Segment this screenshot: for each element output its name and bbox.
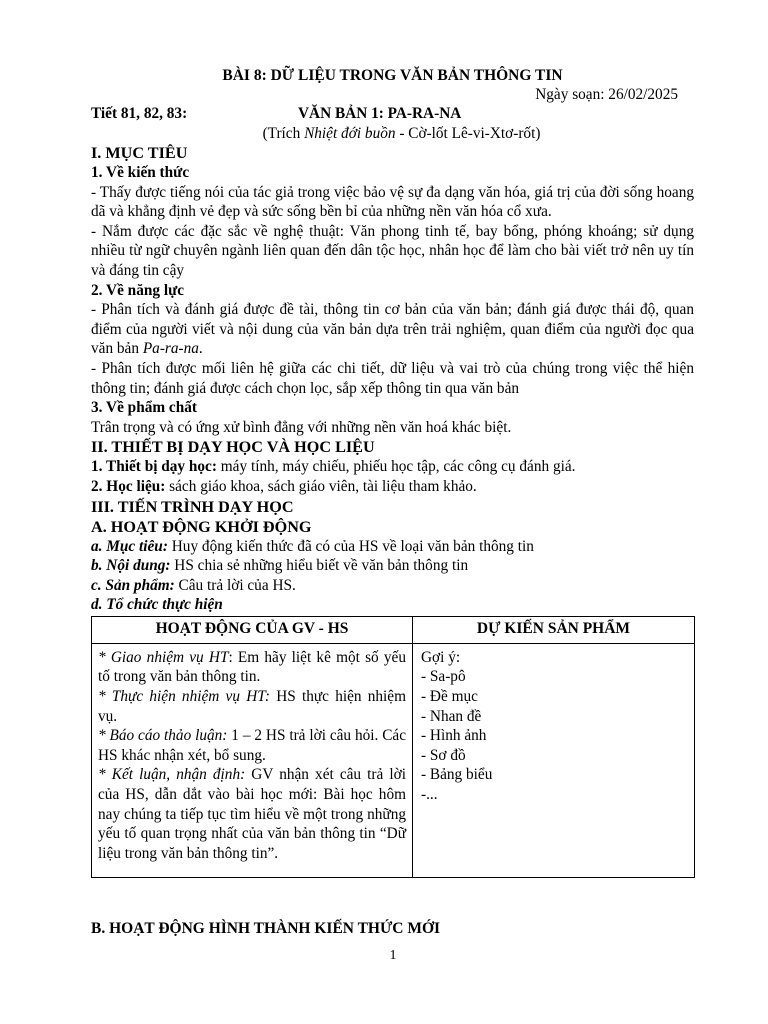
material-text: sách giáo khoa, sách giáo viên, tài liệu tham khảo.: [165, 477, 477, 495]
knowledge-paragraph-2: - Nắm được các đặc sắc về nghệ thuật: Văn phong tinh tế, bay bổng, phóng khoáng; sử dụng nhiều từ ngữ chuyên ngành liên quan đến dân tộc học, nhân học để làm cho bài viết trở nên uy tín và đáng tin cậy: [91, 222, 694, 279]
ability-paragraph-2: - Phân tích được mối liên hệ giữa các chi tiết, dữ liệu và vai trò của chúng trong việc thể hiện thông tin; đánh giá được cách chọn lọc, sắp xếp thông tin qua văn bản: [91, 359, 694, 397]
text-title: VĂN BẢN 1: PA-RA-NA: [298, 105, 462, 122]
activity-table: [91, 616, 695, 879]
ability-p1-end: .: [198, 340, 203, 358]
lesson-title: BÀI 8: DỮ LIỆU TRONG VĂN BẢN THÔNG TIN: [222, 67, 563, 84]
quality-heading: 3. Về phẩm chất: [91, 399, 197, 417]
list-item: - Sơ đồ: [421, 746, 466, 764]
content-text: HS chia sẻ những hiểu biết về văn bản thông tin: [170, 557, 469, 575]
lesson-header-row: [91, 104, 694, 124]
preparation-date: Ngày soạn: 26/02/2025: [535, 86, 678, 103]
ability-p1-text: - Phân tích và đánh giá được đề tài, thông tin cơ bản của văn bản; đánh giá được thái độ, quan điểm của người viết và nội dung của văn bản dựa trên trải nghiệm, quan điểm của người đọc qua văn bản: [91, 301, 694, 358]
ability-p1-italic: Pa-ra-na: [142, 340, 199, 358]
ability-heading: 2. Về năng lực: [91, 281, 185, 299]
excerpt-source: [91, 124, 694, 143]
lesson-periods: Tiết 81, 82, 83:: [91, 105, 188, 122]
organize-line: d. Tổ chức thực hiện: [91, 596, 223, 614]
task-assign-label: * Giao nhiệm vụ HT: [98, 648, 229, 666]
task-assign-text: : Em hãy liệt kê một số yếu tố trong văn bản thông tin.: [98, 648, 406, 686]
task-conclude: [98, 765, 406, 863]
equipment-line: [91, 457, 694, 477]
task-assign: [98, 648, 406, 687]
goal-label: a. Mục tiêu:: [91, 537, 168, 555]
knowledge-paragraph-1: - Thấy được tiếng nói của tác giả trong việc bảo vệ sự đa dạng văn hóa, giá trị của đời sống hoang dã và khẳng định vẻ đẹp và sức sống bền bỉ của những nền văn hóa cổ xưa.: [91, 183, 694, 221]
task-report-label: * Báo cáo thảo luận:: [98, 727, 228, 745]
task-report-text: 1 – 2 HS trả lời câu hỏi. Các HS khác nhận xét, bổ sung.: [98, 727, 406, 764]
task-conclude-label: * Kết luận, nhận định:: [98, 766, 246, 784]
list-item: - Đề mục: [421, 688, 478, 706]
table-row: [92, 643, 695, 878]
task-report: [98, 726, 406, 765]
excerpt-work: Nhiệt đới buồn: [304, 125, 396, 142]
activity-a-heading: A. HOẠT ĐỘNG KHỞI ĐỘNG: [91, 517, 312, 536]
section-equipment-heading: II. THIẾT BỊ DẠY HỌC VÀ HỌC LIỆU: [91, 438, 375, 457]
document-page: [91, 66, 694, 878]
product-cell: [413, 643, 695, 878]
product-label: c. Sản phẩm:: [91, 576, 175, 594]
product-line: [91, 576, 694, 596]
material-line: [91, 477, 694, 497]
content-label: b. Nội dung:: [91, 557, 171, 575]
activity-b-heading: B. HOẠT ĐỘNG HÌNH THÀNH KIẾN THỨC MỚI: [91, 920, 441, 937]
task-conclude-text: GV nhận xét câu trả lời của HS, dẫn dắt vào bài học mới: Bài học hôm nay chúng ta tiếp tục tìm hiểu về một trong những yếu tố quan trọng nhất của văn bản thông tin “Dữ liệu trong văn bản thông tin”.: [98, 766, 406, 862]
quality-paragraph: Trân trọng và có ứng xử bình đẳng với những nền văn hoá khác biệt.: [91, 418, 512, 436]
knowledge-heading: 1. Về kiến thức: [91, 164, 190, 181]
section-objectives-heading: I. MỤC TIÊU: [91, 144, 188, 162]
list-item: - Bảng biểu: [421, 766, 493, 784]
material-label: 2. Học liệu:: [91, 477, 166, 495]
content-line: [91, 556, 694, 576]
task-perform: [98, 687, 406, 726]
equipment-text: máy tính, máy chiếu, phiếu học tập, các công cụ đánh giá.: [216, 458, 576, 476]
table-header-activity: HOẠT ĐỘNG CỦA GV - HS: [92, 616, 413, 643]
task-perform-text: HS thực hiện nhiệm vụ.: [98, 688, 406, 725]
list-item: Gợi ý:: [421, 648, 461, 666]
task-perform-label: * Thực hiện nhiệm vụ HT:: [98, 688, 270, 706]
table-header-row: [92, 616, 695, 643]
list-item: -...: [421, 786, 438, 804]
excerpt-suffix: - Cờ-lốt Lê-vi-Xtơ-rốt): [395, 125, 541, 142]
section-process-heading: III. TIẾN TRÌNH DẠY HỌC: [91, 497, 294, 516]
activity-cell: [92, 643, 413, 878]
list-item: - Nhan đề: [421, 707, 482, 725]
list-item: - Sa-pô: [421, 668, 466, 686]
equipment-label: 1. Thiết bị dạy học:: [91, 458, 217, 476]
table-header-product: DỰ KIẾN SẢN PHẨM: [413, 616, 695, 643]
ability-paragraph-1: [91, 300, 694, 359]
product-text: Câu trả lời của HS.: [174, 576, 296, 594]
excerpt-prefix: (Trích: [262, 125, 305, 142]
goal-text: Huy động kiến thức đã có của HS về loại văn bản thông tin: [167, 537, 534, 555]
page-number: 1: [389, 948, 397, 963]
goal-line: [91, 537, 694, 557]
list-item: - Hình ảnh: [421, 727, 487, 745]
